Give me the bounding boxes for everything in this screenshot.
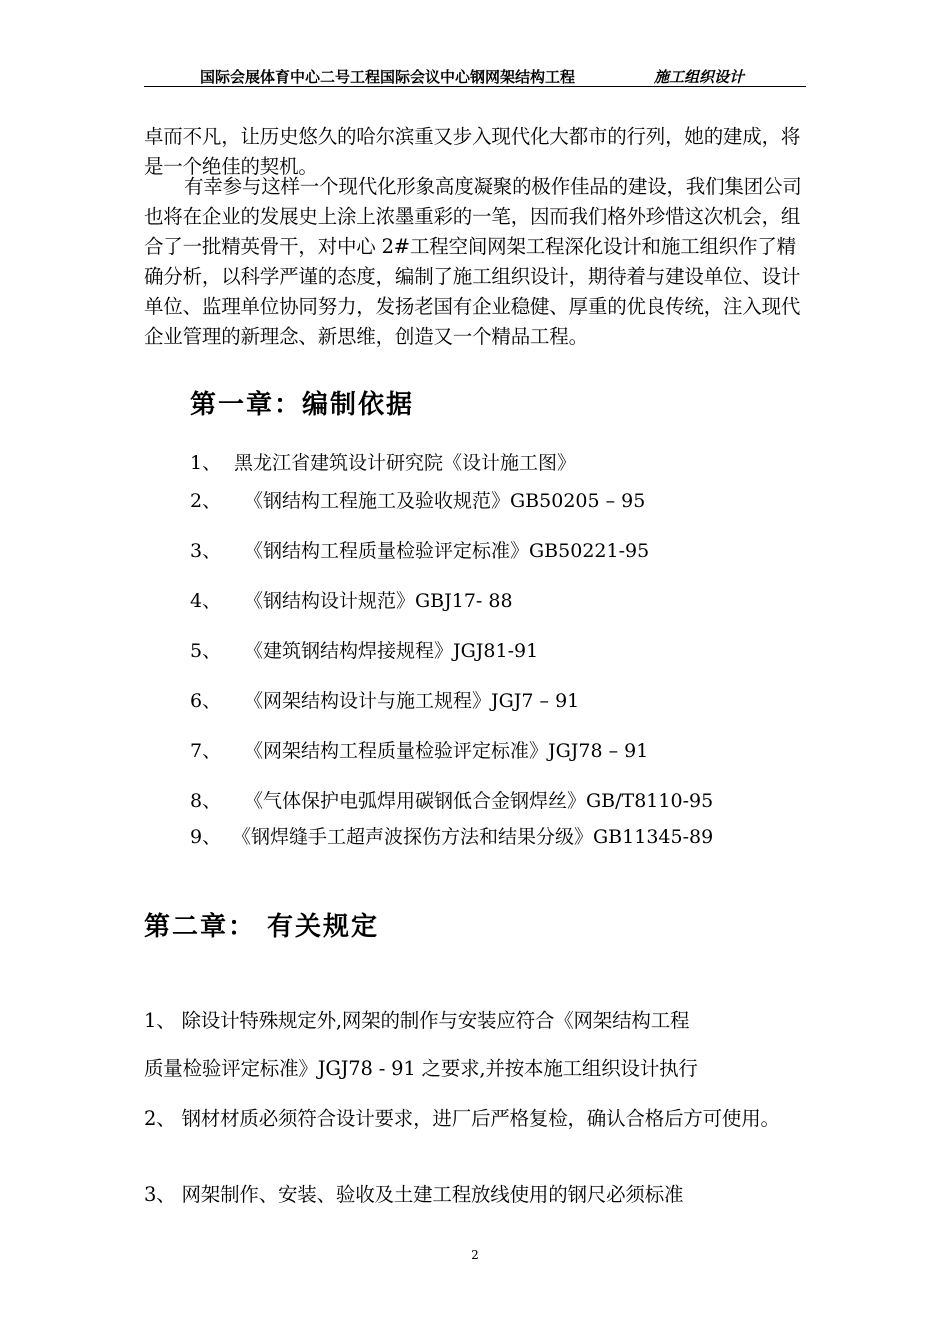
reference-item-number: 1、: [190, 452, 222, 474]
reference-item: [190, 786, 713, 813]
rule-3: 3、 网架制作、安装、验收及土建工程放线使用的钢尺必须标准: [144, 1183, 684, 1206]
reference-item-number: 8、: [190, 790, 222, 812]
reference-item-text: 《网架结构工程质量检验评定标准》JGJ78 – 91: [244, 740, 649, 762]
reference-item-number: 9、: [190, 826, 222, 848]
reference-item-text: 《建筑钢结构焊接规程》JGJ81-91: [244, 640, 539, 662]
page-header: [144, 64, 806, 87]
reference-item-number: 7、: [190, 740, 222, 762]
reference-item-text: 《钢结构工程施工及验收规范》GB50205 – 95: [244, 490, 646, 512]
reference-item: [190, 822, 713, 849]
chapter-1-heading: 第一章：编制依据: [190, 390, 415, 420]
reference-item-number: 4、: [190, 590, 222, 612]
reference-item-number: 2、: [190, 490, 222, 512]
reference-item-text: 黑龙江省建筑设计研究院《设计施工图》: [234, 452, 577, 474]
reference-item-text: 《钢焊缝手工超声波探伤方法和结果分级》GB11345-89: [232, 826, 714, 848]
rule-2: 2、 钢材材质必须符合设计要求，进厂后严格复检，确认合格后方可使用。: [144, 1107, 780, 1130]
rule-1-line-1: 1、 除设计特殊规定外,网架的制作与安装应符合《网架结构工程: [144, 1009, 690, 1032]
header-title: 国际会展体育中心二号工程国际会议中心钢网架结构工程: [200, 69, 576, 86]
reference-item-text: 《气体保护电弧焊用碳钢低合金钢焊丝》GB/T8110-95: [244, 790, 714, 812]
reference-item-number: 3、: [190, 540, 222, 562]
reference-item: [190, 636, 538, 663]
reference-item: [190, 586, 513, 613]
rule-1-line-2: 质量检验评定标准》JGJ78 - 91 之要求,并按本施工组织设计执行: [144, 1057, 698, 1080]
reference-item: [190, 536, 649, 563]
reference-item: [190, 448, 576, 475]
header-section: 施工组织设计: [654, 69, 745, 86]
reference-item-number: 5、: [190, 640, 222, 662]
reference-item: [190, 486, 645, 513]
reference-item: [190, 736, 648, 763]
chapter-2-heading: 第二章： 有关规定: [144, 912, 380, 942]
reference-item-text: 《网架结构设计与施工规程》JGJ7 – 91: [244, 690, 580, 712]
reference-item-text: 《钢结构设计规范》GBJ17- 88: [244, 590, 513, 612]
intro-paragraph-1: 卓而不凡，让历史悠久的哈尔滨重又步入现代化大都市的行列，她的建成，将是一个绝佳的契机。: [144, 125, 801, 178]
reference-item: [190, 686, 579, 713]
reference-item-number: 6、: [190, 690, 222, 712]
page-number: 2: [471, 1248, 479, 1262]
intro-paragraph-2: 有幸参与这样一个现代化形象高度凝聚的极作佳品的建设，我们集团公司也将在企业的发展史上涂上浓墨重彩的一笔，因而我们格外珍惜这次机会，组合了一批精英骨干，对中心 2#工程空间网架工程深化设计和施工组织作了精确分析，以科学严谨的态度，编制了施工组织设计，期待着与建设单位、设计单位、监理单位协同努力，发扬老国有企业稳健、厚重的优良传统，注入现代企业管理的新理念、新思维，创造又一个精品工程。: [144, 175, 802, 348]
reference-item-text: 《钢结构工程质量检验评定标准》GB50221-95: [244, 540, 650, 562]
